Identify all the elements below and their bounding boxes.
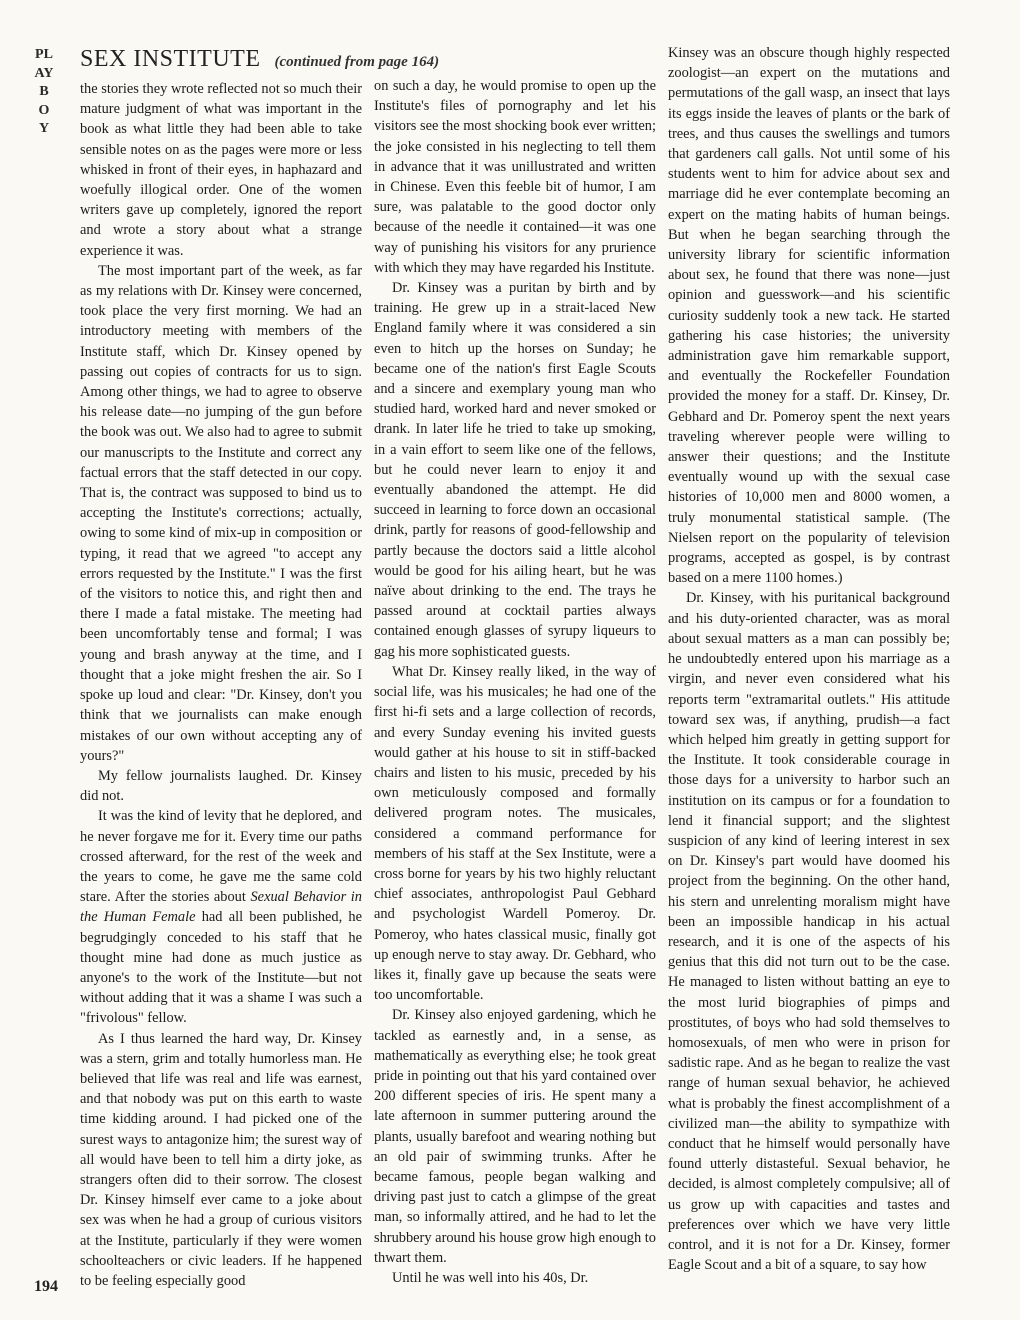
text-run: It was the kind of levity that he deplored, and he never forgave me for it. Every time our paths crossed afterward, for the rest of the week and the years to come, he gave me the same cold stare. After the stories about — [80, 808, 362, 906]
paragraph: Dr. Kinsey, with his puritanical background and his duty-oriented character, was as moral about sexual matters as a man can possibly be; he undoubtedly entered upon his marriage as a virgin, and never even considered what his reports term "extramarital outlets." His attitude toward sex was, if anything, prudish—a fact which helped him greatly in getting support for the Institute. It took considerable courage in those days for a university to harbor such an institution on its campus or for a foundation to lend it financial support; and the slightest suspicion of any kind of leering interest in sex on Dr. Kinsey's part would have doomed his project from the beginning. On the other hand, his stern and unrelenting moralism might have been an impossible handicap in his actual research, and it is one of the aspects of his genius that this did not turn out to be the case. He managed to listen without batting an eye to the most lurid biographies of pimps and prostitutes, of boys who had sold themselves to homosexuals, of men who were in prison for sadistic rape. And as he began to realize the vast range of human sexual behavior, he achieved what is probably the finest accomplishment of a civilized man—the ability to sympathize with conduct that he himself would personally have found utterly distasteful. Sexual behavior, he decided, is almost completely compulsive; all of us grow up with capacities and tastes and preferences over which we have very little control, and it is not for a Dr. Kinsey, former Eagle Scout and a bit of a square, to say how — [668, 590, 950, 1274]
paragraph: Kinsey was an obscure though highly respected zoologist—an expert on the mutations and permutations of the gall wasp, an insect that lays its eggs inside the leaves of plants or the bark of trees, and thus causes the swellings and tumors that gardeners call galls. Not until some of his students went to him for advice about sex and marriage did he ever contemplate becoming an expert on the mating habits of human beings. But when he began searching through the university library for scientific information about sex, he found that there was none—just opinion and guesswork—and his scientific curiosity suddenly took a new tack. He started gathering his case histories; the university administration gave him remarkable support, and eventually the Rockefeller Foundation provided the money for a staff. Dr. Kinsey, Dr. Gebhard and Dr. Pomeroy spent the next years traveling wherever people were willing to answer their questions; and the Institute eventually wound up with the sexual case histories of 10,000 men and 8000 women, a truly monumental statistical sample. (The Nielsen report on the popularity of television programs, accepted as gospel, is by contrast based on a mere 1100 homes.) — [668, 45, 950, 587]
paragraph — [80, 806, 362, 1028]
paragraph: What Dr. Kinsey really liked, in the way of social life, was his musicales; he had one of the first hi-fi sets and a large collection of records, and every Sunday evening his invited guests would gather at his house to sit in stiff-backed chairs and listen to his music, preceded by his own meticulously composed and formally delivered program notes. The musicales, considered a command performance for members of his staff at the Sex Institute, were a cross borne for years by his two highly reluctant chief associates, anthropologist Paul Gebhard and psychologist Wardell Pomeroy. Dr. Pomeroy, who hates classical music, finally got up enough nerve to stay away. Dr. Gebhard, who likes it, finally gave up because the seats were too uncomfortable. — [374, 663, 656, 1004]
text-run: had all been published, he begrudgingly conceded to his staff that he thought mine had done as much justice as anyone's to the work of the Institute—but not without adding that it was a shame I was such a "frivolous" fellow. — [80, 909, 362, 1027]
article-header — [80, 46, 439, 73]
paragraph: Dr. Kinsey was a puritan by birth and by training. He grew up in a strait-laced New England family where it was considered a sin even to hitch up the horses on Sunday; he became one of the nation's first Eagle Scouts and a sincere and exemplary young man who studied hard, worked hard and never smoked or drank. In later life he tried to take up smoking, in a vain effort to seem like one of the fellows, but he could never learn to enjoy it and eventually abandoned the attempt. He did succeed in learning to force down an occasional drink, partly for reasons of good-fellowship and partly because the doctors said a little alcohol would be good for his ailing heart, but he was naïve about drinking to the end. The trays he passed around at cocktail parties always contained enough glasses of syrupy liqueurs to gag his more sophisticated guests. — [374, 280, 656, 660]
column-2 — [374, 76, 656, 1288]
paragraph: Dr. Kinsey also enjoyed gardening, which he tackled as earnestly and, in a sense, as mathematically as everything else; he took great pride in pointing out that his yard contained over 200 different species of iris. He spent many a late afternoon in summer puttering around the plants, usually barefoot and wearing nothing but an old pair of swimming trunks. After he became famous, people began walking and driving past just to catch a glimpse of the great man, so informally attired, and he had to let the shrubbery around his house grow high enough to thwart them. — [374, 1007, 656, 1266]
paragraph: Until he was well into his 40s, Dr. — [392, 1269, 589, 1286]
magazine-name: PLAYBOY — [34, 47, 54, 136]
column-3 — [668, 43, 950, 1275]
continued-note: (continued from page 164) — [274, 54, 440, 70]
paragraph: My fellow journalists laughed. Dr. Kinsey did not. — [80, 767, 362, 805]
article-title: SEX INSTITUTE — [80, 46, 261, 72]
paragraph: As I thus learned the hard way, Dr. Kinsey was a stern, grim and totally humorless man. He believed that life was real and life was earnest, and that nobody was put on this earth to waste time kidding around. I had picked one of the surest ways to antagonize him; the surest way of all would have been to tell him a dirty joke, as strangers often did to their sorrow. The closest Dr. Kinsey himself ever came to a joke about sex was when he had a group of curious visitors at the Institute, particularly if they were women schoolteachers or civic leaders. If he happened to be feeling especially good — [80, 1030, 362, 1289]
column-1 — [80, 79, 362, 1291]
page-number: 194 — [34, 1278, 58, 1295]
book-title: Sexual Behavior in the Human Female — [80, 889, 362, 926]
paragraph: The most important part of the week, as far as my relations with Dr. Kinsey were concerned, took place the very first morning. We had an introductory meeting with members of the Institute staff, which Dr. Kinsey opened by passing out copies of contracts for us to sign. Among other things, we had to agree to observe his release date—no jumping of the gun before the book was out. We also had to agree to submit our manuscripts to the Institute and correct any factual errors that the staff detected in our copy. That is, the contract was supposed to bind us to accepting the Institute's corrections; actually, owing to some kind of mix-up in composition or typing, it read that we agreed "to accept any errors requested by the Institute." I was the first of the visitors to notice this, and right then and there I made a fatal mistake. The meeting had been uncomfortably tense and formal; I was young and brash anyway at the time, and I thought that a joke might freshen the air. So I spoke up loud and clear: "Dr. Kinsey, don't you think that we journalists can make enough mistakes of our own without accepting any of yours?" — [80, 262, 362, 764]
paragraph: on such a day, he would promise to open up the Institute's files of pornography and let his visitors see the most shocking book ever written; the joke consisted in his neglecting to tell them in advance that it was unillustrated and written in Chinese. Even this feeble bit of humor, I am sure, was palatable to the good doctor only because of the needle it contained—it was one way of punishing his visitors for any prurience with which they may have regarded his Institute. — [374, 78, 656, 276]
paragraph: the stories they wrote reflected not so much their mature judgment of what was important in the book as what little they had been able to take sensible notes on as the pages were more or less whisked in front of their eyes, in haphazard and woefully illogical order. One of the women writers gave up completely, ignored the report and wrote a story about what a strange experience it was. — [80, 81, 362, 259]
